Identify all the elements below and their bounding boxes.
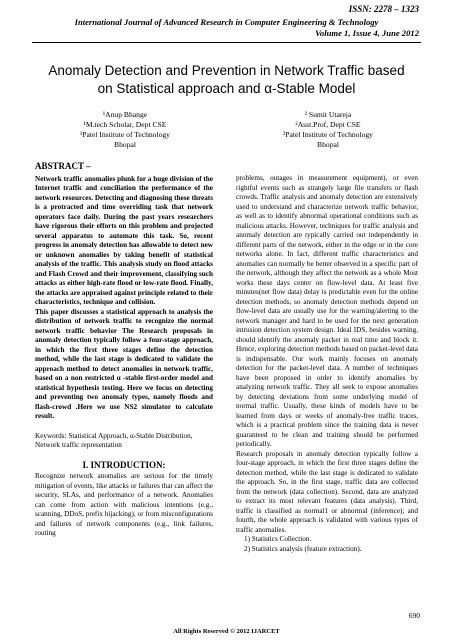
intro-left-text: Recognize network anomalies are serious for the timely mitigation of events, like attacks or failures that can affect the security, SLAs, and performance of a network. Anomalies can come from action with malicious intentions (e.g., scanning, DDoS, prefix hijacking), or from misconfigurations and failures of network components (e.g., link failures, routing (35, 472, 213, 537)
author-city: Bhopal (317, 140, 339, 149)
author-role: ²Asst.Prof, Dept CSE (295, 120, 361, 129)
intro-right-text-2: Research proposals in anomaly detection typically follow a four-stage approach, in which the first three stages define the detection method, while the last stage is dedicated to validate the approach. So, in the first stage, traffic data are collected from the network (data collection). Second, data are analyzed to extract its most relevant features (data analysis). Third, traffic is classified as normal1 or abnormal (inference); and fourth, the whole approach is validated with various types of traffic anomalies. (236, 449, 418, 534)
author-city: Bhopal (114, 140, 136, 149)
author-2 (243, 110, 413, 150)
page-number: 690 (408, 611, 420, 620)
author-institute: ¹Patel Institute of Technology (80, 130, 170, 139)
intro-heading: I. INTRODUCTION: (82, 459, 166, 470)
journal-header (0, 17, 453, 39)
author-name: ² Sumit Utareja (304, 110, 352, 119)
abstract-body: Network traffic anomalies plunk for a huge division of the Internet traffic and conciliation the performance of the network resources. Detecting and diagnosing these threats is a protracted and time overriding task that network operators face daily. During the past years researchers have rigorous their efforts on this problem and projected several apparatus to automate this task. So, recent progress in anomaly detection has allowable to detect new or unknown anomalies by taking benefit of statistical analysis of the traffic. This analysis study on flood attacks and Flash Crowd and their improvement, classifying such attacks as either high-rate flood or low-rate flood. Finally, the attacks are appraised against principle related to their characteristics, technique and collision. (35, 174, 213, 306)
abstract-body-2: This paper discusses a statistical approach to analysis the distribution of network traffic to recognize the normal network traffic behavior The Research proposals in anomaly detection typically follow a four-stage approach, in which the first three stages define the detection method, while the last stage is dedicated to validate the approach method to detect anomalies in network traffic, based on a non restricted α -stable first-order model and statistical hypothesis testing. Here we focus on detecting and preventing two anomaly types, namely floods and flash-crowd .Here we use NS2 simulator to calculate result. (35, 307, 213, 420)
list-item: 2) Statistics analysis (feature extraction). (244, 544, 362, 553)
author-1 (40, 110, 210, 150)
author-role: ¹M.tech Scholar, Dept CSE (83, 120, 167, 129)
list-item: 1) Statistics Collection. (244, 535, 312, 543)
journal-volume: Volume 1, Issue 4, June 2012 (315, 28, 419, 38)
footer-copyright: All Rights Reserved © 2012 IJARCET (173, 628, 280, 635)
issn-header: ISSN: 2278 – 1323 (348, 4, 419, 14)
author-block (40, 110, 413, 150)
journal-name: International Journal of Advanced Research in Computer Engineering & Technology (74, 17, 379, 27)
abstract-heading: ABSTRACT – (35, 161, 91, 171)
paper-title: Anomaly Detection and Prevention in Network Traffic based on Statistical approach and α-Stable Model (48, 63, 405, 96)
author-name: ¹Anup Bhange (102, 110, 148, 119)
header-rule (32, 42, 421, 43)
author-institute: ²Patel Institute of Technology (283, 130, 373, 139)
keywords: Keywords: Statistical Approach, α-Stable Distribution, Network traffic representation (35, 431, 193, 449)
right-column (236, 174, 418, 554)
left-column (35, 162, 213, 539)
stage-list (236, 535, 418, 554)
intro-right-text: problems, outages in measurement equipment), or even rightful events such as strangely large file transfers or flash crowds. Traffic analysis and anomaly detection are extensively used to understand and characterize network traffic behavior, as well as to identify abnormal operational conditions such as malicious attacks. However, techniques for traffic analysis and anomaly detection are typically carried out independently in different parts of the network, either in the edge or in the core networks alone. In fact, different traffic characteristics and anomalies can normally be better observed in a specific part of the network, although they affect the network as a whole Most works these days center on flow-level data. At least five minutes(net flow data) delay is predictable even for the online detection methods, so anomaly detection methods depend on flow-level data are usually use for the warning/alerting to the network manager and hard to be used for the next generation intrusion detection system design. Ideal IDS, besides warning, should identify the anomaly packet in real time and block it. Hence, exploring detection methods based on packet-level data is indispensable. Our work mainly focuses on anomaly detection for the packet-level data. A number of techniques have been proposed in order to identify anomalies by analyzing network traffic. They all seek to expose anomalies by detecting deviations from some underlying model of normal traffic. Usually, these kinds of models have to be learned from days or weeks of anomaly-free traffic traces, which is a practical problem since the training data is never guaranteed to be clean and training should be performed periodically. (236, 174, 418, 448)
